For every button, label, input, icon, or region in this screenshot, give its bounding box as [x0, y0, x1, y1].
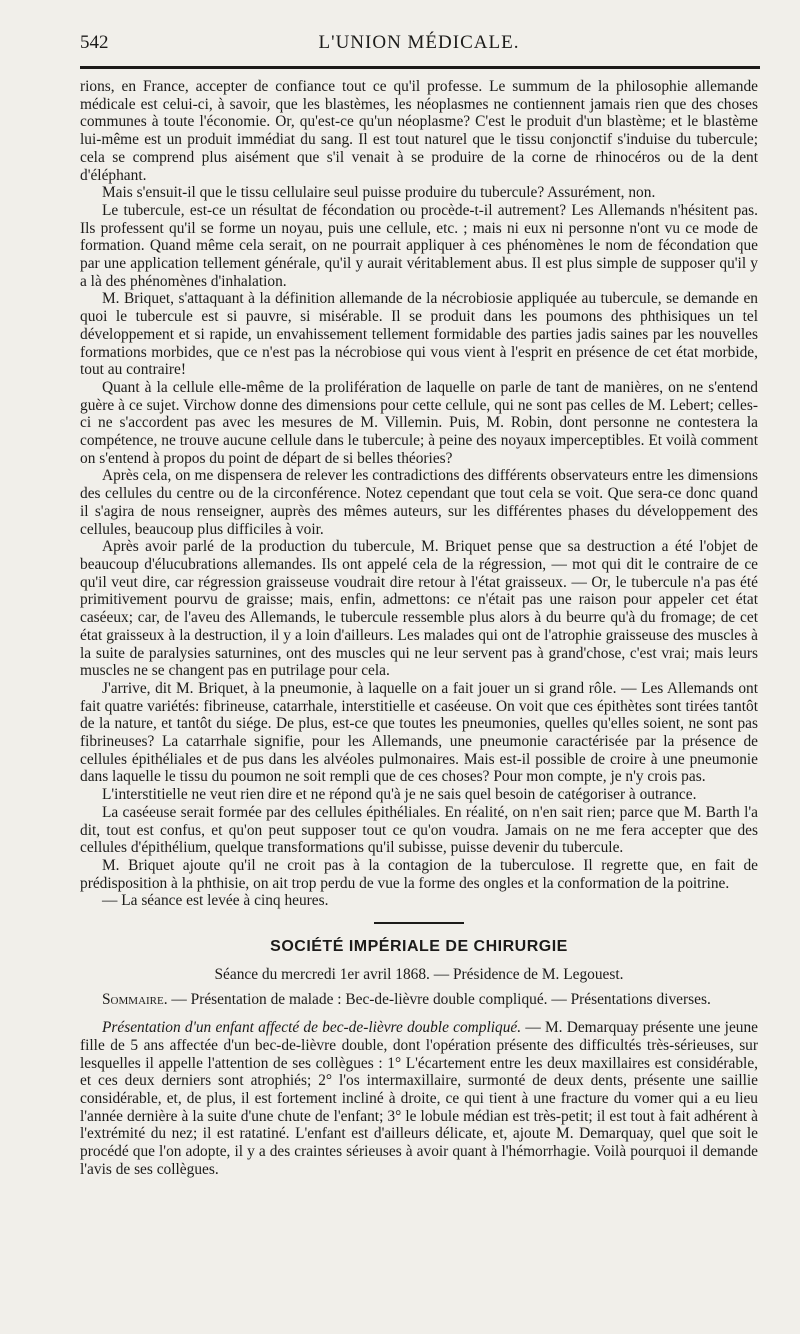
section-title: SOCIÉTÉ IMPÉRIALE DE CHIRURGIE	[270, 938, 568, 956]
summary-label: Sommaire.	[102, 991, 168, 1009]
page-number: 542	[80, 32, 109, 53]
paragraph: Quant à la cellule elle-même de la prolifération de laquelle on parle de tant de manières, on ne s'entend guère à ce sujet. Virchow donne des dimensions pour cette cellule, qui ne sont pas celles de M. Lebert; celles-ci ne s'accordent pas avec les mesures de M. Villemin. Puis, M. Robin, dont personne ne contestera la compétence, ne trouve aucune cellule dans le tubercule; à peine des noyaux imperceptibles. Et voilà comment on s'entend à propos du point de départ de si belles théories?	[80, 378, 758, 467]
presentation-text: — M. Demarquay présente une jeune fille de 5 ans affectée d'un bec-de-lièvre double, dont l'opération présente des difficultés très-sérieuses, sur lesquelles il appelle l'attention de ses collègues : 1° L'écartement entre les deux maxillaires est considérable, et ces deux derniers sont atrophiés; 2° l'os intermaxillaire, surmonté de deux dents, présente une saillie considérable, et, de plus, il est fortement incliné à droite, ce qui tient à une fracture du vomer qui a eu lieu l'année dernière à la suite d'une chute de l'enfant; 3° le lobule médian est très-petit; il est tout à fait adhérent à l'extrémité du nez; il est ratatiné. L'enfant est d'ailleurs délicate, et, ajoute M. Demarquay, quel que soit le procédé que l'on adopte, il y a des craintes sérieuses à avoir quant à l'hémorrhagie. Voilà pourquoi il demande l'avis de ses collègues.	[80, 1019, 759, 1178]
paragraph: La caséeuse serait formée par des cellules épithéliales. En réalité, on n'en sait rien; parce que M. Barth l'a dit, tout est confus, et qu'on peut supposer tout ce qu'on voudra. Jamais on ne me fera accepter que des cellules d'épithélium, quelque transformations qu'il subisse, puisse devenir du tubercule.	[80, 803, 758, 857]
presentation-title: Présentation d'un enfant affecté de bec-de-lièvre double compliqué.	[102, 1019, 522, 1037]
closing-line: — La séance est levée à cinq heures.	[102, 892, 329, 910]
paragraph: Après avoir parlé de la production du tubercule, M. Briquet pense que sa destruction a été l'objet de beaucoup d'élucubrations allemandes. Ils ont appelé cela de la régression, — mot qui dit le contraire de ce qu'il veut dire, car régression graisseuse voudrait dire retour à l'état graisseux. — Or, le tubercule n'a pas été primitivement pourvu de graisse; mais, enfin, admettons: ce n'était pas une raison pour appeler cet état caséeux; car, de l'aveu des Allemands, le tubercule ressemble plus alors à du beurre qu'à du fromage; de cet état graisseux à la destruction, il y a loin d'ailleurs. Les malades qui ont de l'atrophie graisseuse des muscles à la suite de paralysies saturnines, ont des muscles qui ne leur servent pas à grand'chose, c'est vrai; mais leurs muscles ne se changent pas en putrilage pour cela.	[80, 538, 758, 680]
paragraph: rions, en France, accepter de confiance tout ce qu'il professe. Le summum de la philosophie allemande médicale est celui-ci, à savoir, que les blastèmes, les néoplasmes ne contiennent jamais rien que des choses communes à toute l'économie. Or, qu'est-ce qu'un néoplasme? C'est le produit d'un blastème; et le blastème lui-même est un produit immédiat du sang. Il est tout naturel que le tissu conjonctif s'induise du tubercule; cela se comprend plus aisément que s'il venait à se produire de la corne de rhinocéros ou de la dent d'éléphant.	[80, 78, 758, 184]
paragraph: Après cela, on me dispensera de relever les contradictions des différents observateurs entre les dimensions des cellules du centre ou de la circonférence. Notez cependant que tout cela se voit. Que sera-ce donc quand il s'agira de nous renseigner, auprès des mêmes auteurs, sur les différentes phases du développement des cellules, beaucoup plus difficiles à voir.	[80, 467, 758, 538]
paragraph: M. Briquet ajoute qu'il ne croit pas à la contagion de la tuberculose. Il regrette que, en fait de prédisposition à la phthisie, on ait trop perdu de vue la forme des ongles et la conformation de la poitrine.	[80, 856, 758, 892]
summary-text: — Présentation de malade : Bec-de-lièvre double compliqué. — Présentations diverses.	[167, 991, 711, 1009]
paragraph: M. Briquet, s'attaquant à la définition allemande de la nécrobiosie appliquée au tubercule, se demande en quoi le tubercule est si pauvre, si misérable. Il se produit dans les poumons des phthisiques un tel développement et si rapide, un envahissement tellement formidable des parties jadis saines par les nouvelles formations morbides, que ce n'est pas la nécrobiose qui vous vient à l'esprit en présence de cet état morbide, tout au contraire!	[80, 290, 758, 379]
paragraph: J'arrive, dit M. Briquet, à la pneumonie, à laquelle on a fait jouer un si grand rôle. — Les Allemands ont fait quatre variétés: fibrineuse, catarrhale, interstitielle et caséeuse. On voit que ces épithètes sont tirées tantôt de la nature, et tantôt du siége. De plus, est-ce que toutes les pneumonies, quelles qu'elles soient, ne sont pas fibrineuses? La catarrhale signifie, pour les Allemands, une pneumonie caractérisée par la présence de cellules épithéliales et de pus dans les alvéoles pulmonaires. Mais est-il possible de croire à une pneumonie dans laquelle le tissu du poumon ne soit rempli que de ces choses? Pour mon compte, je n'y crois pas.	[80, 679, 758, 786]
seance-line: Séance du mercredi 1er avril 1868. — Présidence de M. Legouest.	[214, 965, 624, 983]
article-body	[80, 78, 758, 1178]
final-paragraph	[80, 1019, 758, 1178]
header-rule	[80, 66, 760, 69]
section-divider	[374, 922, 464, 924]
running-title: L'UNION MÉDICALE.	[318, 32, 520, 53]
paragraph: L'interstitielle ne veut rien dire et ne répond qu'à je ne sais quel besoin de catégoriser à outrance.	[102, 786, 697, 804]
summary	[80, 991, 758, 1009]
paragraph: Mais s'ensuit-il que le tissu cellulaire seul puisse produire du tubercule? Assurément, non.	[102, 184, 656, 202]
page-header	[80, 32, 758, 60]
paragraph: Le tubercule, est-ce un résultat de fécondation ou procède-t-il autrement? Les Allemands n'hésitent pas. Ils professent qu'il se forme un noyau, puis une cellule, etc. ; mais ni eux ni personne n'ont vu ce mode de formation. Quand même cela serait, on ne pourrait appliquer à ces phénomènes le nom de fécondation que par une application tellement générale, qu'il y aurait véritablement abus. Il est plus simple de supposer qu'il y a là des phénomènes d'inhalation.	[80, 201, 758, 290]
